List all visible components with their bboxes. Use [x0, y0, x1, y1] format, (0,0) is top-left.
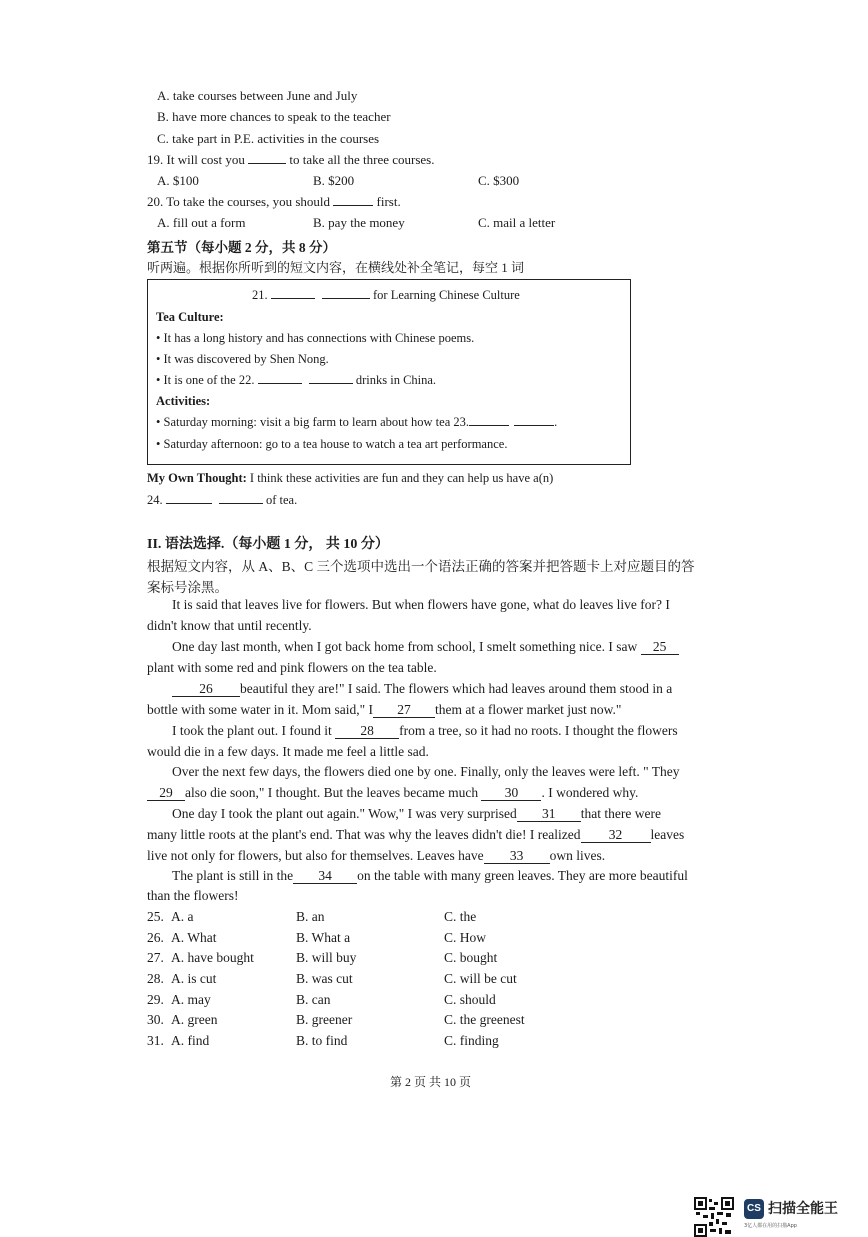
option-number: 31.	[147, 1033, 164, 1048]
para6-line2-before: many little roots at the plant's end. That was why the leaves didn't die! I realized	[147, 827, 581, 842]
para2-line1-text: One day last month, when I got back home from school, I smelt something nice. I saw	[172, 639, 638, 654]
blank-25[interactable]: 25	[641, 640, 679, 655]
notes-bullet-4: • Saturday morning: visit a big farm to learn about how tea 23. .	[156, 415, 558, 429]
para1-line2: didn't know that until recently.	[147, 618, 312, 633]
para3-line2-after: them at a flower market just now."	[434, 702, 622, 717]
para5-line2-mid: also die soon," I thought. But the leaves became much	[185, 785, 479, 800]
thought-text: I think these activities are fun and they can help us have a(n)	[249, 471, 554, 485]
notes-bullet-4-text: • Saturday morning: visit a big farm to learn about how tea 23.	[156, 415, 469, 429]
section5-instruction: 听两遍。根据你所听到的短文内容，在横线处补全笔记，每空 1 词	[147, 260, 525, 275]
brand-tagline: 3亿人都在用的扫描App	[744, 1223, 797, 1229]
para6-line2-after: leaves	[650, 827, 685, 842]
q20-option-b: B. pay the money	[313, 215, 405, 230]
q20-blank[interactable]	[333, 205, 373, 206]
blank-28[interactable]: 28	[335, 724, 399, 739]
option-number: 30.	[147, 1012, 164, 1027]
q19-option-b: B. $200	[313, 173, 355, 188]
notes-bullet-3	[156, 373, 436, 388]
para6-line1	[172, 806, 661, 822]
notes-bullet-3-before: • It is one of the 22.	[156, 373, 255, 387]
para7-line1-after: on the table with many green leaves. They are more beautiful	[357, 868, 688, 883]
para7-line1-before: The plant is still in the	[172, 868, 294, 883]
option-b[interactable]: B. What a	[296, 930, 351, 945]
option-a[interactable]: A. green	[171, 1012, 218, 1027]
blank-29[interactable]: 29	[147, 786, 185, 801]
q21-blank-2[interactable]	[322, 298, 370, 299]
para5-line2	[147, 785, 638, 801]
para6-line3	[147, 848, 605, 864]
para6-line1-before: One day I took the plant out again." Wow," I was very surprised	[172, 806, 517, 821]
q22-blank-2[interactable]	[309, 383, 353, 384]
para2-line2: plant with some red and pink flowers on the tea table.	[147, 660, 437, 675]
q18-option-c: C. take part in P.E. activities in the courses	[157, 131, 380, 146]
page-number: 第 2 页 共 10 页	[390, 1075, 472, 1089]
q20-stem	[147, 194, 401, 210]
q21-blank-1[interactable]	[271, 298, 315, 299]
q19-blank[interactable]	[248, 163, 286, 164]
q23-blank-1[interactable]	[469, 425, 509, 426]
q21-number: 21.	[252, 288, 268, 302]
brand-name: 扫描全能王	[768, 1201, 838, 1217]
option-number: 27.	[147, 950, 164, 965]
thought-label: My Own Thought:	[147, 471, 247, 485]
option-c[interactable]: C. the	[444, 909, 477, 924]
para5-line2-after: . I wondered why.	[541, 785, 639, 800]
para6-line3-after: own lives.	[549, 848, 606, 863]
option-c[interactable]: C. bought	[444, 950, 498, 965]
option-number: 26.	[147, 930, 164, 945]
q24-blank-2[interactable]	[219, 503, 263, 504]
option-b[interactable]: B. to find	[296, 1033, 348, 1048]
option-number: 25.	[147, 909, 164, 924]
q20-option-a: A. fill out a form	[157, 215, 246, 230]
para7-line2: than the flowers!	[147, 888, 239, 903]
option-a[interactable]: A. What	[171, 930, 217, 945]
notes-title	[252, 288, 520, 303]
notes-bullet-2: • It was discovered by Shen Nong.	[156, 352, 329, 366]
para6-line3-before: live not only for flowers, but also for themselves. Leaves have	[147, 848, 484, 863]
q20-number: 20.	[147, 194, 164, 209]
para4-line2: would die in a few days. It made me feel a little sad.	[147, 744, 429, 759]
section5-heading: 第五节（每小题 2 分，共 8 分）	[147, 240, 336, 255]
notes-bullet-3-after: drinks in China.	[355, 373, 437, 387]
q24-blank-1[interactable]	[166, 503, 212, 504]
option-b[interactable]: B. will buy	[296, 950, 357, 965]
para2-line1	[172, 639, 679, 655]
part2-instruction-line1: 根据短文内容，从 A、B、C 三个选项中选出一个语法正确的答案并把答题卡上对应题目的答	[147, 559, 695, 574]
notes-bullet-1: • It has a long history and has connections with Chinese poems.	[156, 331, 475, 345]
part2-heading: II. 语法选择.（每小题 1 分， 共 10 分）	[147, 537, 389, 552]
option-number: 29.	[147, 992, 164, 1007]
blank-34[interactable]: 34	[293, 869, 357, 884]
para1-line1: It is said that leaves live for flowers. But when flowers have gone, what do leaves live for? I	[172, 597, 670, 612]
q19-stem-after: to take all the three courses.	[289, 152, 435, 167]
option-number: 28.	[147, 971, 164, 986]
option-b[interactable]: B. greener	[296, 1012, 353, 1027]
option-b[interactable]: B. an	[296, 909, 325, 924]
option-c[interactable]: C. the greenest	[444, 1012, 525, 1027]
para3-line2	[147, 702, 621, 718]
notes-title-text: for Learning Chinese Culture	[373, 288, 520, 302]
option-a[interactable]: A. a	[171, 909, 194, 924]
q19-stem	[147, 152, 434, 168]
q22-blank-1[interactable]	[258, 383, 302, 384]
para5-line1: Over the next few days, the flowers died one by one. Finally, only the leaves were left. " They	[172, 764, 680, 779]
q24-after: of tea.	[266, 493, 298, 507]
camscanner-logo: CS	[744, 1199, 764, 1219]
notes-bullet-5: • Saturday afternoon: go to a tea house to watch a tea art performance.	[156, 437, 508, 451]
blank-27[interactable]: 27	[373, 703, 435, 718]
q20-option-c: C. mail a letter	[478, 215, 556, 230]
para3-line1	[172, 681, 672, 697]
qr-code-icon	[694, 1197, 734, 1237]
blank-32[interactable]: 32	[581, 828, 651, 843]
q19-number: 19.	[147, 152, 164, 167]
option-b[interactable]: B. can	[296, 992, 331, 1007]
option-c[interactable]: C. will be cut	[444, 971, 517, 986]
q24-line	[147, 493, 297, 508]
q18-option-b: B. have more chances to speak to the teacher	[157, 109, 391, 124]
para3-line2-before: bottle with some water in it. Mom said," I	[147, 702, 373, 717]
blank-30[interactable]: 30	[481, 786, 541, 801]
my-own-thought	[147, 471, 553, 486]
para6-line2	[147, 827, 684, 843]
blank-33[interactable]: 33	[484, 849, 550, 864]
q19-option-c: C. $300	[478, 173, 520, 188]
para4-line1-before: I took the plant out. I found it	[172, 723, 332, 738]
option-c[interactable]: C. should	[444, 992, 496, 1007]
q20-stem-after: first.	[376, 194, 401, 209]
q20-stem-before: To take the courses, you should	[166, 194, 330, 209]
option-a[interactable]: A. find	[171, 1033, 210, 1048]
option-a[interactable]: A. is cut	[171, 971, 217, 986]
q19-stem-before: It will cost you	[166, 152, 245, 167]
option-c[interactable]: C. How	[444, 930, 487, 945]
option-a[interactable]: A. have bought	[171, 950, 254, 965]
q24-number: 24.	[147, 493, 163, 507]
notes-box	[147, 279, 631, 465]
option-c[interactable]: C. finding	[444, 1033, 499, 1048]
para6-line1-after: that there were	[580, 806, 661, 821]
tea-culture-heading: Tea Culture:	[156, 310, 224, 324]
blank-26[interactable]: 26	[172, 682, 240, 697]
option-b[interactable]: B. was cut	[296, 971, 353, 986]
q19-option-a: A. $100	[157, 173, 199, 188]
q23-blank-2[interactable]	[514, 425, 554, 426]
para7-line1	[172, 868, 688, 884]
option-a[interactable]: A. may	[171, 992, 211, 1007]
part2-instruction-line2: 案标号涂黑。	[147, 580, 228, 595]
activities-heading: Activities:	[156, 394, 211, 408]
para4-line1-after: from a tree, so it had no roots. I thought the flowers	[399, 723, 678, 738]
blank-31[interactable]: 31	[517, 807, 581, 822]
para3-line1-text: beautiful they are!" I said. The flowers which had leaves around them stood in a	[240, 681, 673, 696]
para4-line1	[172, 723, 678, 739]
q18-option-a: A. take courses between June and July	[157, 88, 358, 103]
